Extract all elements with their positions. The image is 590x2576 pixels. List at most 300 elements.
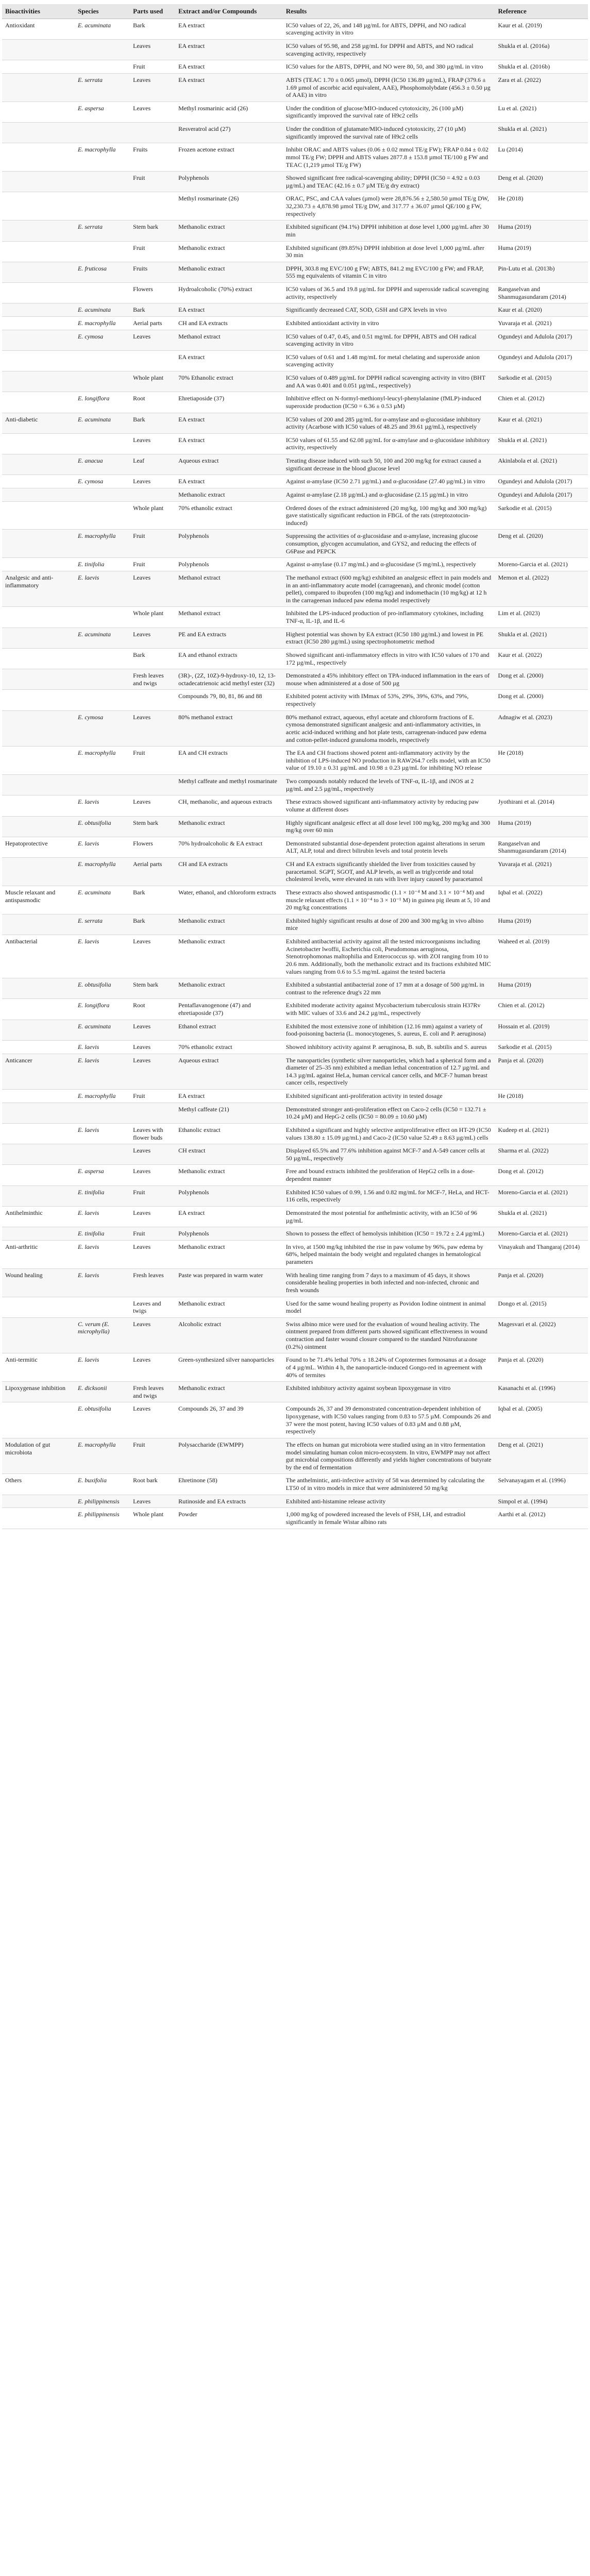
cell-parts-used: Fruit <box>130 747 175 775</box>
table-row <box>2 371 588 392</box>
cell-reference: Magesvari et al. (2022) <box>495 1317 588 1353</box>
cell-parts-used: Leaves <box>130 1495 175 1508</box>
cell-bioactivity <box>2 73 75 101</box>
cell-parts-used: Flowers <box>130 283 175 303</box>
cell-extract: Aqueous extract <box>175 1054 283 1090</box>
cell-extract: Methanolic extract <box>175 1240 283 1268</box>
cell-parts-used: Leaves <box>130 710 175 747</box>
table-row <box>2 262 588 282</box>
cell-reference: Hossain et al. (2019) <box>495 1020 588 1040</box>
cell-parts-used: Leaves <box>130 1144 175 1165</box>
table-row <box>2 1185 588 1206</box>
cell-species <box>75 607 130 628</box>
cell-reference: Ogundeyi and Adulola (2017) <box>495 475 588 488</box>
cell-results: Used for the same wound healing property as Povidon Iodine ointment in animal model <box>283 1297 495 1317</box>
cell-reference: Memon et al. (2022) <box>495 571 588 607</box>
bioactivities-table <box>2 4 588 1529</box>
cell-bioactivity <box>2 978 75 999</box>
cell-extract: Methanolic extract <box>175 488 283 501</box>
cell-bioactivity <box>2 710 75 747</box>
cell-bioactivity <box>2 330 75 350</box>
cell-bioactivity <box>2 1144 75 1165</box>
cell-species <box>75 350 130 371</box>
cell-results: Against α-amylase (IC50 2.71 µg/mL) and α-glucosidase (27.40 µg/mL) in vitro <box>283 475 495 488</box>
table-header-row <box>2 4 588 19</box>
cell-results: Showed significant anti-inflammatory effects in vitro with IC50 values of 170 and 172 µg/mL, respectively <box>283 648 495 669</box>
cell-results: CH and EA extracts significantly shielded the liver from toxicities caused by paracetamol. SGPT, SGOT, and ALP levels, as well as triglyceride and total cholesterol levels, were elevated in rats with liver injury caused by paracetamol <box>283 858 495 886</box>
cell-parts-used: Aerial parts <box>130 858 175 886</box>
cell-results: With healing time ranging from 7 days to a maximum of 45 days, it shows considerable healing properties in both infected and non-infected, chronic and fresh wounds <box>283 1268 495 1297</box>
table-row <box>2 558 588 571</box>
cell-species: E. longiflora <box>75 392 130 413</box>
cell-species <box>75 371 130 392</box>
table-row <box>2 1227 588 1241</box>
cell-parts-used: Fruit <box>130 558 175 571</box>
cell-extract: Ethanol extract <box>175 1020 283 1040</box>
cell-parts-used: Leaves and twigs <box>130 1297 175 1317</box>
cell-bioactivity <box>2 1297 75 1317</box>
cell-bioactivity <box>2 690 75 710</box>
cell-parts-used: Fruit <box>130 1438 175 1474</box>
cell-extract: Methanolic extract <box>175 914 283 935</box>
cell-species: C. verum (E. microphylla) <box>75 1317 130 1353</box>
cell-results: These extracts also showed antispasmodic (1.1 × 10⁻⁴ M and 3.1 × 10⁻⁴ M) and muscle relaxant effects (1.1 × 10⁻⁴ to 3 × 10⁻¹ M) in guinea pig ileum at 5, 10 and 20 mg/kg concentrations <box>283 886 495 914</box>
cell-results: Demonstrated a 45% inhibitory effect on TPA-induced inflammation in the ears of mouse when administered at a dose of 500 µg <box>283 669 495 690</box>
table-row <box>2 1206 588 1227</box>
cell-extract: Methanolic extract <box>175 816 283 837</box>
cell-parts-used: Stem bark <box>130 221 175 241</box>
cell-results: IC50 values of 0.489 µg/mL for DPPH radical scavenging activity in vitro (BHT and AA was 0.401 and 0.051 µg/mL, respectively) <box>283 371 495 392</box>
cell-bioactivity <box>2 999 75 1020</box>
table-row <box>2 858 588 886</box>
cell-results: Significantly decreased CAT, SOD, GSH and GPX levels in vivo <box>283 303 495 317</box>
cell-parts-used <box>130 123 175 143</box>
cell-parts-used: Whole plant <box>130 371 175 392</box>
header-bioactivities: Bioactivities <box>2 4 75 19</box>
cell-bioactivity <box>2 392 75 413</box>
table-row <box>2 914 588 935</box>
cell-parts-used: Leaves <box>130 571 175 607</box>
cell-extract: 70% Ethanolic extract <box>175 371 283 392</box>
cell-extract: Frozen acetone extract <box>175 143 283 172</box>
cell-results: Treating disease induced with such 50, 100 and 200 mg/kg for extract caused a significant decrease in the blood glucose level <box>283 454 495 475</box>
cell-results: Highly significant analgesic effect at all dose level 100 mg/kg, 200 mg/kg and 300 mg/kg over 60 min <box>283 816 495 837</box>
cell-bioactivity: Others <box>2 1474 75 1495</box>
cell-reference: Dong et al. (2000) <box>495 669 588 690</box>
cell-extract: Pentaflavanogenone (47) and ehretiaposide (37) <box>175 999 283 1020</box>
cell-results: Inhibit ORAC and ABTS values (0.06 ± 0.02 mmol TE/g FW); FRAP 0.84 ± 0.02 mmol TE/g FW; DPPH and ABTS values 2877.8 ± 153.8 µmol TE/100 g FW and TEAC (1,219 µmol TE/g FW) <box>283 143 495 172</box>
cell-extract: Rutinoside and EA extracts <box>175 1495 283 1508</box>
cell-reference: Ogundeyi and Adulola (2017) <box>495 350 588 371</box>
table-row <box>2 1268 588 1297</box>
cell-bioactivity <box>2 1020 75 1040</box>
cell-parts-used: Root <box>130 392 175 413</box>
cell-parts-used: Bark <box>130 886 175 914</box>
cell-parts-used: Fresh leaves and twigs <box>130 1382 175 1402</box>
cell-parts-used: Aerial parts <box>130 316 175 330</box>
cell-bioactivity <box>2 1495 75 1508</box>
cell-species <box>75 1144 130 1165</box>
cell-extract: Methanol extract <box>175 571 283 607</box>
cell-extract: EA extract <box>175 19 283 39</box>
cell-parts-used: Bark <box>130 19 175 39</box>
cell-extract: Methanol extract <box>175 330 283 350</box>
table-row <box>2 530 588 558</box>
cell-results: Exhibited the most extensive zone of inhibition (12.16 mm) against a variety of food-poisoning bacteria (L. monocytogenes, S. aureus, E. coli and P. aeruginosa) <box>283 1020 495 1040</box>
cell-bioactivity <box>2 454 75 475</box>
cell-results: The anthelmintic, anti-infective activity of 58 was determined by calculating the LT50 of in vitro models in mice that were administered 50 mg/kg <box>283 1474 495 1495</box>
cell-extract: EA extract <box>175 40 283 60</box>
cell-bioactivity <box>2 283 75 303</box>
cell-species <box>75 669 130 690</box>
cell-bioactivity <box>2 816 75 837</box>
cell-extract: Methanolic extract <box>175 221 283 241</box>
cell-reference: He (2018) <box>495 192 588 221</box>
cell-species <box>75 283 130 303</box>
table-row <box>2 101 588 122</box>
cell-species: E. acuminata <box>75 19 130 39</box>
cell-extract: Alcoholic extract <box>175 1317 283 1353</box>
cell-reference: Ogundeyi and Adulola (2017) <box>495 330 588 350</box>
cell-results: Inhibited the LPS-induced production of pro-inflammatory cytokines, including TNF-α, IL-1β, and IL-6 <box>283 607 495 628</box>
cell-parts-used: Leaves <box>130 73 175 101</box>
cell-parts-used: Fruit <box>130 172 175 192</box>
cell-results: Exhibited significant (89.85%) DPPH inhibition at dose level 1,000 µg/mL after 30 min <box>283 241 495 262</box>
table-row <box>2 241 588 262</box>
cell-bioactivity <box>2 221 75 241</box>
cell-reference: He (2018) <box>495 747 588 775</box>
cell-bioactivity <box>2 1123 75 1144</box>
cell-species <box>75 501 130 530</box>
cell-extract: Water, ethanol, and chloroform extracts <box>175 886 283 914</box>
cell-extract: EA extract <box>175 350 283 371</box>
cell-bioactivity <box>2 241 75 262</box>
table-row <box>2 330 588 350</box>
cell-results: 1,000 mg/kg of powdered increased the levels of FSH, LH, and estradiol significantly in female Wistar albino rats <box>283 1508 495 1529</box>
table-row <box>2 1402 588 1438</box>
cell-reference: Lu et al. (2021) <box>495 101 588 122</box>
table-body <box>2 19 588 1529</box>
cell-species: E. cymosa <box>75 330 130 350</box>
cell-parts-used <box>130 690 175 710</box>
cell-reference: Selvanayagam et al. (1996) <box>495 1474 588 1495</box>
cell-bioactivity <box>2 648 75 669</box>
cell-reference: Deng et al. (2020) <box>495 172 588 192</box>
table-row <box>2 1382 588 1402</box>
cell-extract: Ehretiaposide (37) <box>175 392 283 413</box>
cell-bioactivity <box>2 858 75 886</box>
cell-results: Exhibited antibacterial activity against all the tested microorganisms including Acinetobacter lwoffii, Escherichia coli, Pseudomonas aeruginosa, Stenotrophomonas maltophilia and Enterococcus sp. with ZOI ranging from 10 to 20.6 mm. Additionally, both the methanolic extract and its fractions exhibited MIC values ranging from 0.6 to 5.5 mg/mL against the tested bacteria <box>283 935 495 978</box>
cell-species: E. obtusifolia <box>75 978 130 999</box>
table-row <box>2 392 588 413</box>
cell-species: E. longiflora <box>75 999 130 1020</box>
cell-extract: CH and EA extracts <box>175 858 283 886</box>
table-row <box>2 303 588 317</box>
cell-results: IC50 values of 61.55 and 62.08 µg/mL for α-amylase and α-glucosidase inhibitory activity, respectively <box>283 433 495 454</box>
table-row <box>2 669 588 690</box>
cell-results: Found to be 71.4% lethal 70% ± 18.24% of Coptotermes formosanus at a dosage of 4 µg/mL. Within 4 h, the nanoparticle-induced Gongo-red in agreement with 40% of termites <box>283 1353 495 1382</box>
cell-reference: Iqbal et al. (2022) <box>495 886 588 914</box>
cell-extract: Methyl caffeate (21) <box>175 1103 283 1123</box>
cell-reference: Lu (2014) <box>495 143 588 172</box>
cell-species: E. acuminata <box>75 303 130 317</box>
cell-results: The EA and CH fractions showed potent anti-inflammatory activity by the inhibition of LPS-induced NO production in RAW264.7 cells model, with an IC50 value of 19.10 ± 0.31 µg/mL and 10.98 ± 0.23 µg/mL for inhibiting NO release <box>283 747 495 775</box>
cell-results: Ordered doses of the extract administered (20 mg/kg, 100 mg/kg and 300 mg/kg) gave statistically significant reduction in FBGL of the rats (streptozotocin-induced) <box>283 501 495 530</box>
cell-extract: Polyphenols <box>175 558 283 571</box>
cell-parts-used <box>130 350 175 371</box>
cell-bioactivity: Anti-diabetic <box>2 413 75 433</box>
cell-extract: Polyphenols <box>175 1227 283 1241</box>
cell-bioactivity <box>2 143 75 172</box>
cell-results: IC50 values of 36.5 and 19.8 µg/mL for DPPH and superoxide radical scavenging activity, respectively <box>283 283 495 303</box>
cell-extract: Resveratrol acid (27) <box>175 123 283 143</box>
cell-parts-used: Leaves <box>130 101 175 122</box>
cell-parts-used: Whole plant <box>130 1508 175 1529</box>
cell-extract: Methanolic extract <box>175 262 283 282</box>
cell-species: E. obtusifolia <box>75 816 130 837</box>
cell-results: Displayed 65.5% and 77.6% inhibition against MCF-7 and A-549 cancer cells at 50 µg/mL, respectively <box>283 1144 495 1165</box>
cell-parts-used: Bark <box>130 914 175 935</box>
cell-parts-used: Root bark <box>130 1474 175 1495</box>
cell-extract: Compounds 79, 80, 81, 86 and 88 <box>175 690 283 710</box>
cell-reference: Shukla et al. (2021) <box>495 123 588 143</box>
table-row <box>2 350 588 371</box>
cell-results: IC50 values of 95.98, and 258 µg/mL for DPPH and ABTS, and NO radical scavenging activity, respectively <box>283 40 495 60</box>
cell-parts-used: Bark <box>130 303 175 317</box>
table-row <box>2 1353 588 1382</box>
cell-extract: Methanolic extract <box>175 241 283 262</box>
table-row <box>2 143 588 172</box>
cell-reference: Panja et al. (2020) <box>495 1268 588 1297</box>
table-row <box>2 221 588 241</box>
table-row <box>2 607 588 628</box>
table-row <box>2 690 588 710</box>
table-row <box>2 475 588 488</box>
cell-extract: Methyl rosmarinic acid (26) <box>175 101 283 122</box>
cell-species: E. laevis <box>75 571 130 607</box>
cell-bioactivity: Antibacterial <box>2 935 75 978</box>
cell-bioactivity <box>2 1040 75 1054</box>
cell-extract: CH, methanolic, and aqueous extracts <box>175 795 283 816</box>
cell-bioactivity <box>2 1165 75 1185</box>
cell-bioactivity <box>2 192 75 221</box>
cell-reference: Vinayakuh and Thangaraj (2014) <box>495 1240 588 1268</box>
cell-bioactivity <box>2 303 75 317</box>
cell-bioactivity <box>2 1402 75 1438</box>
cell-reference: Huma (2019) <box>495 816 588 837</box>
table-row <box>2 999 588 1020</box>
cell-extract: EA extract <box>175 1206 283 1227</box>
cell-bioactivity <box>2 775 75 795</box>
table-row <box>2 935 588 978</box>
cell-parts-used: Leaves <box>130 935 175 978</box>
cell-reference: Sarkodie et al. (2015) <box>495 371 588 392</box>
cell-extract: 70% hydroalcoholic & EA extract <box>175 837 283 857</box>
cell-bioactivity <box>2 1090 75 1103</box>
cell-species <box>75 1297 130 1317</box>
cell-results: Exhibited significant (94.1%) DPPH inhibition at dose level 1,000 µg/mL after 30 min <box>283 221 495 241</box>
cell-reference: Moreno-Garcia et al. (2021) <box>495 1227 588 1241</box>
cell-species: E. laevis <box>75 1206 130 1227</box>
cell-reference: Yuvaraja et al. (2021) <box>495 316 588 330</box>
cell-reference: Shukla et al. (2021) <box>495 1206 588 1227</box>
cell-extract: PE and EA extracts <box>175 628 283 648</box>
table-row <box>2 816 588 837</box>
cell-reference: Kasanachi et al. (1996) <box>495 1382 588 1402</box>
cell-results: Demonstrated stronger anti-proliferation effect on Caco-2 cells (IC50 = 132.71 ± 10.24 µM) and HepG-2 cells (IC50 = 80.09 ± 10.60 µM) <box>283 1103 495 1123</box>
cell-reference: Zara et al. (2022) <box>495 73 588 101</box>
cell-reference: Sarkodie et al. (2015) <box>495 501 588 530</box>
cell-bioactivity: Wound healing <box>2 1268 75 1297</box>
cell-reference: Huma (2019) <box>495 221 588 241</box>
table-row <box>2 1438 588 1474</box>
cell-parts-used: Leaves with flower buds <box>130 1123 175 1144</box>
cell-results: Compounds 26, 37 and 39 demonstrated concentration-dependent inhibition of lipoxygenase, with IC50 values ranging from 0.83 to 57.5 µM. Compounds 26 and 37 were the most potent, having IC50 values of 0.83 µM and 0.88 µM, respectively <box>283 1402 495 1438</box>
cell-parts-used: Leaves <box>130 1317 175 1353</box>
cell-results: The effects on human gut microbiota were studied using an in vitro fermentation model simulating human colon micro-ecosystem. In vitro, EWMPP may not affect gut microbial compositions differently and yields higher concentrations of butyrate by the end of fermentation <box>283 1438 495 1474</box>
cell-extract: Polyphenols <box>175 172 283 192</box>
cell-species <box>75 192 130 221</box>
cell-species <box>75 433 130 454</box>
cell-bioactivity <box>2 101 75 122</box>
cell-species: E. serrata <box>75 914 130 935</box>
cell-species: E. laevis <box>75 1040 130 1054</box>
cell-extract: Methyl caffeate and methyl rosmarinate <box>175 775 283 795</box>
cell-reference: Adnagiw et al. (2023) <box>495 710 588 747</box>
cell-reference <box>495 1103 588 1123</box>
cell-species: E. cymosa <box>75 475 130 488</box>
cell-extract: EA and ethanol extracts <box>175 648 283 669</box>
table-row <box>2 1508 588 1529</box>
cell-bioactivity <box>2 433 75 454</box>
cell-bioactivity <box>2 747 75 775</box>
cell-extract: Methanolic extract <box>175 1297 283 1317</box>
cell-parts-used: Leaves <box>130 795 175 816</box>
cell-reference: Kaur et al. (2022) <box>495 648 588 669</box>
cell-parts-used: Bark <box>130 413 175 433</box>
cell-species: E. laevis <box>75 1268 130 1297</box>
cell-parts-used <box>130 192 175 221</box>
cell-species: E. acuminata <box>75 886 130 914</box>
cell-reference: Lim et al. (2023) <box>495 607 588 628</box>
cell-bioactivity: Hepatoprotective <box>2 837 75 857</box>
cell-results: Highest potential was shown by EA extract (IC50 180 µg/mL) and lowest in PE extract (IC50 280 µg/mL) using spectrophotometric method <box>283 628 495 648</box>
cell-bioactivity <box>2 40 75 60</box>
cell-species: E. serrata <box>75 221 130 241</box>
table-row <box>2 316 588 330</box>
cell-extract: Methanolic extract <box>175 1382 283 1402</box>
cell-parts-used: Leaves <box>130 1240 175 1268</box>
cell-extract: EA extract <box>175 433 283 454</box>
cell-bioactivity: Anticancer <box>2 1054 75 1090</box>
cell-species <box>75 123 130 143</box>
cell-parts-used: Leaf <box>130 454 175 475</box>
cell-results: Two compounds notably reduced the levels of TNF-α, IL-1β, and iNOS at 2 µg/mL and 2.5 µg/mL, respectively <box>283 775 495 795</box>
cell-parts-used: Fruit <box>130 60 175 74</box>
table-row <box>2 1240 588 1268</box>
cell-bioactivity: Anti-arthritic <box>2 1240 75 1268</box>
cell-species <box>75 1103 130 1123</box>
header-species: Species <box>75 4 130 19</box>
cell-results: Showed significant free radical-scavenging ability; DPPH (IC50 = 4.92 ± 0.03 µg/mL) and TEAC (42.16 ± 0.7 µM TE/g dry extract) <box>283 172 495 192</box>
cell-extract: Ehretinone (58) <box>175 1474 283 1495</box>
cell-species <box>75 241 130 262</box>
table-row <box>2 283 588 303</box>
table-row <box>2 628 588 648</box>
cell-extract: Polysaccharide (EWMPP) <box>175 1438 283 1474</box>
cell-bioactivity <box>2 1227 75 1241</box>
cell-species: E. tinifolia <box>75 1227 130 1241</box>
table-row <box>2 454 588 475</box>
cell-parts-used: Leaves <box>130 1054 175 1090</box>
cell-results: Exhibited a significant and highly selective antiproliferative effect on HT-29 (IC50 values 138.80 ± 15.09 µg/mL) and Caco-2 (IC50 value 52.49 ± 8.63 µg/mL) cells <box>283 1123 495 1144</box>
cell-bioactivity: Lipoxygenase inhibition <box>2 1382 75 1402</box>
cell-results: ABTS (TEAC 1.70 ± 0.065 µmol), DPPH (IC50 136.89 µg/mL), FRAP (379.6 ± 1.69 µmol of ascorbic acid equivalent, AAE), Phosphomolybdate (456.3 ± 0.50 µg of AAE) in vitro <box>283 73 495 101</box>
cell-parts-used: Leaves <box>130 40 175 60</box>
cell-results: Swiss albino mice were used for the evaluation of wound healing activity. The ointment prepared from different parts showed significant effectiveness in wound contraction and faster wound closure compared to the standard Nitrofurazone (0.2%) ointment <box>283 1317 495 1353</box>
cell-reference: Deng et al. (2021) <box>495 1438 588 1474</box>
cell-parts-used: Leaves <box>130 1353 175 1382</box>
cell-parts-used: Whole plant <box>130 501 175 530</box>
cell-species: E. aspersa <box>75 101 130 122</box>
cell-parts-used: Fruit <box>130 1185 175 1206</box>
cell-bioactivity <box>2 628 75 648</box>
cell-results: Exhibited antioxidant activity in vitro <box>283 316 495 330</box>
cell-bioactivity <box>2 558 75 571</box>
cell-bioactivity <box>2 60 75 74</box>
cell-extract: Paste was prepared in warm water <box>175 1268 283 1297</box>
table-row <box>2 413 588 433</box>
cell-species <box>75 690 130 710</box>
cell-reference: Huma (2019) <box>495 914 588 935</box>
cell-parts-used: Bark <box>130 648 175 669</box>
cell-extract: EA extract <box>175 413 283 433</box>
cell-parts-used: Fruit <box>130 1090 175 1103</box>
header-results: Results <box>283 4 495 19</box>
cell-bioactivity: Antihelminthic <box>2 1206 75 1227</box>
cell-species: E. tinifolia <box>75 558 130 571</box>
cell-species: E. dicksonii <box>75 1382 130 1402</box>
cell-parts-used: Leaves <box>130 1206 175 1227</box>
cell-extract: 80% methanol extract <box>175 710 283 747</box>
cell-results: In vivo, at 1500 mg/kg inhibited the rise in paw volume by 96%, paw edema by 68%, helped maintain the body weight and regulated changes in hematological parameters <box>283 1240 495 1268</box>
cell-reference: Panja et al. (2020) <box>495 1054 588 1090</box>
cell-bioactivity <box>2 488 75 501</box>
cell-species: E. macrophylla <box>75 1090 130 1103</box>
table-row <box>2 1103 588 1123</box>
cell-results: Against α-amylase (2.18 µg/mL) and α-glucosidase (2.15 µg/mL) in vitro <box>283 488 495 501</box>
cell-results: Showed inhibitory activity against P. aeruginosa, B. sub, B. subtilis and S. aureus <box>283 1040 495 1054</box>
cell-results: Suppressing the activities of α-glucosidase and α-amylase, increasing glucose consumption, glycogen accumulation, and GYS2, and reducing the effects of G6Pase and PEPCK <box>283 530 495 558</box>
cell-results: Against α-amylase (0.17 mg/mL) and α-glucosidase (5 mg/mL), respectively <box>283 558 495 571</box>
cell-parts-used <box>130 488 175 501</box>
cell-parts-used: Whole plant <box>130 607 175 628</box>
cell-species: E. aspersa <box>75 1165 130 1185</box>
cell-results: Under the condition of glutamate/MIO-induced cytotoxicity, 27 (10 µM) significantly improved the survival rate of H9c2 cells <box>283 123 495 143</box>
cell-reference: He (2018) <box>495 1090 588 1103</box>
cell-parts-used: Fruit <box>130 530 175 558</box>
cell-results: Exhibited anti-histamine release activity <box>283 1495 495 1508</box>
table-row <box>2 1317 588 1353</box>
cell-reference: Moreno-Garcia et al. (2021) <box>495 558 588 571</box>
cell-bioactivity <box>2 1185 75 1206</box>
cell-species: E. buxifolia <box>75 1474 130 1495</box>
cell-species: E. laevis <box>75 1353 130 1382</box>
cell-extract: Methanolic extract <box>175 1165 283 1185</box>
cell-parts-used: Fresh leaves <box>130 1268 175 1297</box>
cell-bioactivity <box>2 475 75 488</box>
cell-bioactivity <box>2 371 75 392</box>
